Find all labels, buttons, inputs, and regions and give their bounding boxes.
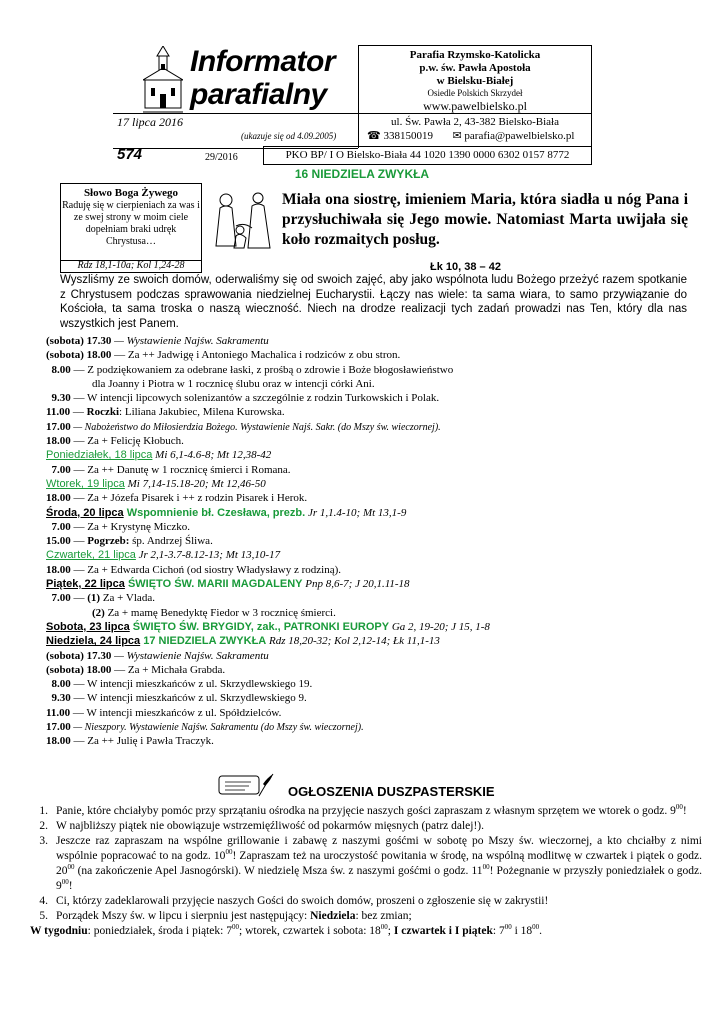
day-name: Sobota, 23 lipca [46, 620, 130, 633]
mass-time: 18.00 [46, 435, 71, 448]
mass-entry [46, 491, 696, 505]
mass-intention: — Za + Krystynę Miczko. [70, 520, 190, 533]
day-readings: Pnp 8,6-7; J 20,1.11-18 [302, 578, 410, 591]
mass-entry [46, 534, 696, 548]
gospel-reference: Łk 10, 38 – 42 [430, 261, 501, 273]
mass-time: 15.00 [46, 535, 71, 548]
issue-date: 17 lipca 2016 [117, 115, 183, 129]
mass-entry [46, 420, 696, 434]
mass-intention: — Wystawienie Najśw. Sakramentu [111, 649, 269, 662]
feast-name: ŚWIĘTO ŚW. MARII MAGDALENY [124, 578, 303, 591]
mass-intention: — [70, 535, 88, 548]
mass-intention: — Za + Edwarda Cichoń (od siostry Władysławy z rodziną). [70, 563, 341, 576]
mass-entry [46, 734, 696, 748]
parish-city: w Bielsku-Białej [436, 75, 514, 87]
mass-entry [46, 405, 696, 419]
day-heading [46, 620, 696, 634]
announcement-item [18, 819, 702, 834]
mass-intention: — [70, 592, 88, 605]
mass-entry [46, 348, 696, 362]
phone-icon: ☎ [367, 130, 381, 142]
mass-intention: — Nieszpory. Wystawienie Najśw. Sakramentu (do Mszy św. wieczornej). [70, 722, 364, 734]
mass-time: 18.00 [46, 563, 71, 576]
mass-label: (2) [92, 606, 105, 619]
mass-entry [46, 520, 696, 534]
announcement-text: Panie, które chciałyby pomóc przy sprzątaniu ośrodka na przyjęcie naszych gości zapraszam z własnym sprzętem we wtorek o godz. $9^{00}$! [56, 803, 687, 817]
mass-time: 8.00 [46, 363, 71, 376]
day-name: Niedziela, 24 lipca [46, 635, 141, 648]
day-heading [46, 577, 696, 591]
mass-schedule [46, 334, 696, 749]
word-of-god-text: Raduję się w cierpieniach za was i ze swej strony w moim ciele dopełniam braki udręk Chrystusa… [62, 200, 200, 247]
mass-intention: — W intencji lipcowych solenizantów a szczególnie z rodzin Turkowskich i Polak. [70, 392, 440, 405]
mass-time: 17.00 [46, 721, 71, 734]
announcement-number: 2. [39, 820, 48, 832]
mass-time: 7.00 [46, 592, 71, 605]
word-of-god-title: Słowo Boga Żywego [83, 187, 179, 199]
church-icon [143, 46, 183, 116]
day-readings: Jr 1,1.4-10; Mt 13,1-9 [305, 506, 407, 519]
announcement-text: Porządek Mszy św. w lipcu i sierpniu jest następujący: Niedziela: bez zmian; [56, 910, 412, 922]
announcement-number: 5. [39, 910, 48, 922]
mass-entry [46, 691, 696, 705]
mass-intention: — Z podziękowaniem za odebrane łaski, z prośbą o zdrowie i Boże błogosławieństwo [70, 363, 454, 376]
feast-name: ŚWIĘTO ŚW. BRYGIDY, zak., PATRONKI EUROPY [129, 620, 390, 633]
parish-website[interactable]: www.pawelbielsko.pl [423, 99, 527, 113]
day-readings: Jr 2,1-3.7-8.12-13; Mt 13,10-17 [135, 549, 281, 562]
mass-entry [46, 606, 696, 620]
mass-time: (sobota) 17.30 [46, 649, 112, 662]
mass-entry [46, 591, 696, 605]
bank-account: PKO BP/ I O Bielsko-Biała 44 1020 1390 0000 6302 0157 8772 [263, 146, 592, 165]
announcement-item [18, 894, 702, 909]
day-heading [46, 477, 696, 491]
published-since: (ukazuje się od 4.09.2005) [241, 131, 337, 141]
mass-label: Pogrzeb: [87, 535, 130, 548]
day-heading [46, 506, 696, 520]
mass-time: 18.00 [46, 492, 71, 505]
parish-estate: Osiedle Polskich Skrzydeł [427, 88, 523, 98]
mass-time: 11.00 [46, 406, 71, 419]
mass-entry [46, 720, 696, 734]
newsletter-title-line1: Informator [190, 45, 335, 78]
weekday-mass-times: W tygodniu: poniedziałek, środa i piątek: $7^{00}$; wtorek, czwartek i sobota: $18^{00}$; I czwartek i I piątek: $7^{00}$ i $18^{00}$. [30, 923, 543, 937]
mass-intention: — Za + Michała Grabda. [111, 663, 226, 676]
announcement-text: W najbliższy piątek nie obowiązuje wstrzemięźliwość od pokarmów mięsnych (patrz dalej!). [56, 820, 485, 832]
day-readings: Mi 7,14-15.18-20; Mt 12,46-50 [124, 477, 266, 490]
mass-intention: — [70, 406, 87, 419]
announcement-text: Ci, którzy zadeklarowali przyjęcie naszych Gości do swoich domów, proszeni o zgłoszenie się w zakrystii! [56, 895, 549, 907]
announcement-item [18, 909, 702, 924]
feast-name: Wspomnienie bł. Czesława, prezb. [123, 506, 306, 519]
day-name: Środa, 20 lipca [46, 506, 124, 519]
mass-entry [46, 377, 696, 391]
mass-entry [46, 706, 696, 720]
mass-intention: — Za ++ Danutę w 1 rocznicę śmierci i Romana. [70, 463, 291, 476]
mass-intention: — W intencji mieszkańców z ul. Spółdzielców. [70, 706, 282, 719]
day-name: Poniedziałek, 18 lipca [46, 449, 153, 462]
mass-time: (sobota) 18.00 [46, 349, 112, 362]
mass-intention: — W intencji mieszkańców z ul. Skrzydlewskiego 19. [70, 678, 313, 691]
issue-number: 574 [117, 146, 143, 163]
issue-week-number: 29/2016 [205, 152, 238, 163]
mass-label: Roczki [86, 406, 120, 419]
mass-time: 18.00 [46, 735, 71, 748]
word-of-god-box [60, 183, 202, 261]
parish-email[interactable]: parafia@pawelbielsko.pl [464, 130, 575, 142]
day-name: Czwartek, 21 lipca [46, 549, 136, 562]
mass-entry [46, 434, 696, 448]
envelope-icon: ✉ [452, 130, 462, 142]
contact-box [358, 113, 592, 148]
mass-time: 7.00 [46, 463, 71, 476]
scroll-quill-icon [215, 772, 275, 800]
day-name: Piątek, 22 lipca [46, 578, 125, 591]
mass-entry [46, 677, 696, 691]
date-box [113, 114, 358, 147]
feast-name: 17 NIEDZIELA ZWYKŁA [140, 635, 267, 648]
mass-intention-detail: Za + mamę Benedyktę Fiedor w 3 rocznicę śmierci. [104, 606, 336, 619]
mass-entry [46, 649, 696, 663]
day-name: Wtorek, 19 lipca [46, 477, 125, 490]
parish-phone[interactable]: 338150019 [383, 130, 433, 142]
day-heading [46, 548, 696, 562]
day-readings: Ga 2, 19-20; J 15, 1-8 [389, 620, 490, 633]
mass-time: 7.00 [46, 520, 71, 533]
parish-info-box [358, 45, 592, 114]
mass-time: 11.00 [46, 706, 71, 719]
announcement-item [18, 804, 702, 819]
mass-time: 9.30 [46, 692, 71, 705]
announcement-number: 4. [39, 895, 48, 907]
mass-intention: — Za + Józefa Pisarek i ++ z rodzin Pisarek i Herok. [70, 492, 308, 505]
mass-intention: — Za + Felicję Kłobuch. [70, 435, 184, 448]
mass-entry [46, 563, 696, 577]
announcements-title: OGŁOSZENIA DUSZPASTERSKIE [288, 784, 495, 799]
jesus-martha-mary-icon [208, 186, 278, 256]
parish-name: Parafia Rzymsko-Katolicka [409, 49, 541, 61]
mass-intention: — W intencji mieszkańców z ul. Skrzydlewskiego 9. [70, 692, 307, 705]
announcement-number: 1. [39, 805, 48, 817]
mass-entry [46, 463, 696, 477]
announcement-number: 3. [39, 835, 48, 847]
mass-intention: — Nabożeństwo do Miłosierdzia Bożego. Wystawienie Najś. Sakr. (do Mszy św. wieczornej). [70, 421, 441, 433]
mass-entry [46, 334, 696, 348]
mass-time: (sobota) 18.00 [46, 663, 112, 676]
contact-line [359, 130, 591, 143]
mass-entry [46, 363, 696, 377]
announcement-item [18, 834, 702, 894]
mass-entry [46, 391, 696, 405]
mass-intention: dla Joanny i Piotra w 1 rocznicę ślubu oraz w intencji córki Ani. [92, 377, 375, 390]
first-readings: Rdz 18,1-10a; Kol 1,24-28 [60, 259, 202, 273]
gospel-quote: Miała ona siostrę, imieniem Maria, która siadła u nóg Pana i przysłuchiwała się Jego mowie. Natomiast Marta uwijała się koło rozmaitych posług. [282, 191, 688, 248]
intro-text: Wyszliśmy ze swoich domów, oderwaliśmy się od swoich zajęć, aby jako wspólnota ludu Bożego przeżyć razem spotkanie z Chrystusem podczas sprawowania niedzielnej Eucharystii. Łączy nas wiele: ta sama wiara, to samo przywiązanie do Kościoła, ta sama troska o naszą wieczność. Niech na drodze realizacji tych zadań prowadzi nas Ten, który dla nas wszystkich jest Panem. [60, 274, 687, 330]
mass-intention: — Wystawienie Najśw. Sakramentu [111, 335, 269, 347]
day-heading [46, 448, 696, 462]
announcements-list [18, 804, 702, 939]
mass-intention-detail: Za + Vlada. [100, 592, 155, 605]
parish-address: ul. Św. Pawła 2, 43-382 Bielsko-Biała [391, 116, 559, 128]
mass-time: (sobota) 17.30 [46, 335, 112, 347]
mass-intention-detail: śp. Andrzej Śliwa. [129, 535, 213, 548]
sunday-title: 16 NIEDZIELA ZWYKŁA [294, 167, 430, 181]
mass-intention: — Za ++ Julię i Pawła Traczyk. [70, 735, 214, 748]
day-readings: Rdz 18,20-32; Kol 2,12-14; Łk 11,1-13 [266, 635, 440, 648]
mass-entry [46, 663, 696, 677]
mass-time: 9.30 [46, 392, 71, 405]
newsletter-title-line2: parafialny [190, 78, 327, 111]
mass-intention-detail: : Liliana Jakubiec, Milena Kurowska. [119, 406, 285, 419]
day-readings: Mi 6,1-4.6-8; Mt 12,38-42 [152, 449, 272, 462]
parish-patron: p.w. św. Pawła Apostoła [419, 62, 531, 74]
mass-time: 8.00 [46, 678, 71, 691]
mass-label: (1) [87, 592, 101, 605]
mass-time: 17.00 [46, 420, 71, 433]
announcement-text: Jeszcze raz zapraszam na wspólne grillowanie i zabawę z naszymi gośćmi w sobotę po Mszy św. wieczornej, a kto chciałby z nimi wspólnie popracować to na godz. $10^{00}$! Zapraszam też na uroczystość powitania w środę, na wspólną modlitwę w czwartek i piątek o godz. $20^{00}$ (na zakończenie Apel Jasnogórski). W niedzielę Msza św. z naszymi gośćmi o godz. $11^{00}$! Pożegnanie w przyszły poniedziałek o godz. $9^{00}$! [56, 835, 703, 892]
mass-intention: — Za ++ Jadwigę i Antoniego Machalica i rodziców z obu stron. [111, 349, 401, 362]
day-heading [46, 634, 696, 648]
